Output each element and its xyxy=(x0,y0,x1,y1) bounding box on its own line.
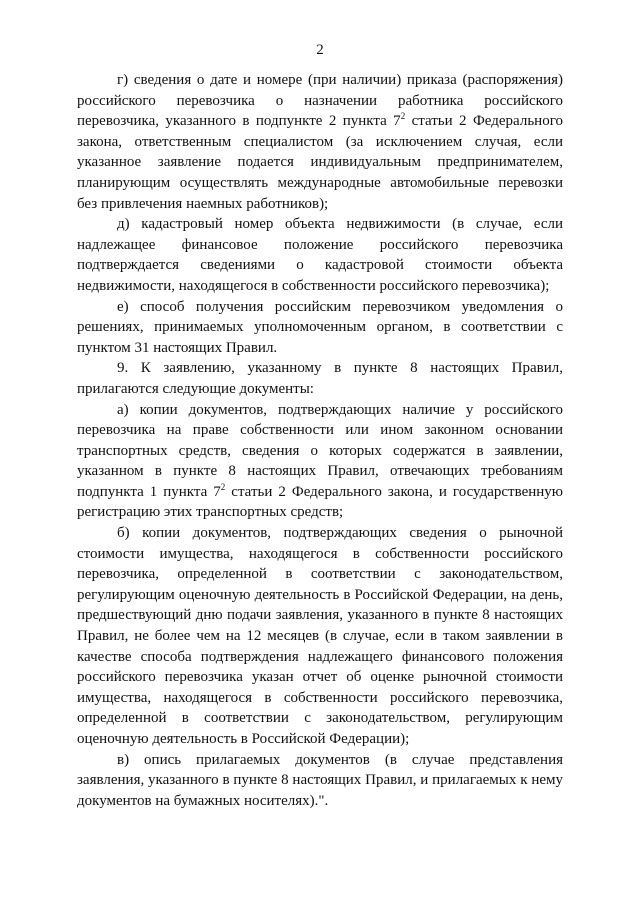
paragraph-g-superscript: 2 xyxy=(400,111,406,122)
paragraph-g-text-2: статьи 2 Федерального закона, ответственным специалистом (за исключением случая, если указанное заявление подается индивидуальным предпринимателем, планирующим осуществлять международные автомобильные перевозки без привлечения наемных работников); xyxy=(77,113,563,212)
paragraph-e: е) способ получения российским перевозчиком уведомления о решениях, принимаемых уполномоченным органом, в соответствии с пунктом 31 настоящих Правил. xyxy=(77,298,563,356)
paragraph-g xyxy=(77,70,563,214)
document-body xyxy=(77,70,563,811)
paragraph-a-text-2: статьи 2 Федерального закона, и государственную регистрацию этих транспортных средств; xyxy=(77,483,564,521)
paragraph-a-superscript: 2 xyxy=(220,481,226,492)
paragraph-g-text-1: г) сведения о дате и номере (при наличии) приказа (распоряжения) российского перевозчика о назначении работника российского перевозчика, указанного в подпункте 2 пункта 7 xyxy=(77,72,563,130)
page-number: 2 xyxy=(316,42,324,58)
paragraph-v: в) опись прилагаемых документов (в случае представления заявления, указанного в пункте 8 настоящих Правил, и прилагаемых к нему документов на бумажных носителях).". xyxy=(77,751,563,809)
paragraph-a xyxy=(77,400,563,524)
paragraph-b: б) копии документов, подтверждающих сведения о рыночной стоимости имущества, находящегося в собственности российского перевозчика, определенной в соответствии с законодательством, регулирующим оценочную деятельность в Российской Федерации, на день, предшествующий дню подачи заявления, указанного в пункте 8 настоящих Правил, не более чем на 12 месяцев (в случае, если в таком заявлении в качестве способа подтверждения надлежащего финансового положения российского перевозчика указан отчет об оценке рыночной стоимости имущества, находящегося в собственности российского перевозчика, определенной в соответствии с законодательством, регулирующим оценочную деятельность в Российской Федерации); xyxy=(77,525,563,747)
paragraph-d: д) кадастровый номер объекта недвижимости (в случае, если надлежащее финансовое положение российского перевозчика подтверждается сведениями о кадастровой стоимости объекта недвижимости, находящегося в собственности российского перевозчика); xyxy=(77,216,563,294)
paragraph-9: 9. К заявлению, указанному в пункте 8 настоящих Правил, прилагаются следующие документы: xyxy=(77,360,563,397)
paragraph-a-text-1: а) копии документов, подтверждающих наличие у российского перевозчика на праве собственности или ином законном основании транспортных средств, сведения о которых содержатся в заявлении, указанном в пункте 8 настоящих Правил, отвечающих требованиям подпункта 1 пункта 7 xyxy=(77,401,563,500)
